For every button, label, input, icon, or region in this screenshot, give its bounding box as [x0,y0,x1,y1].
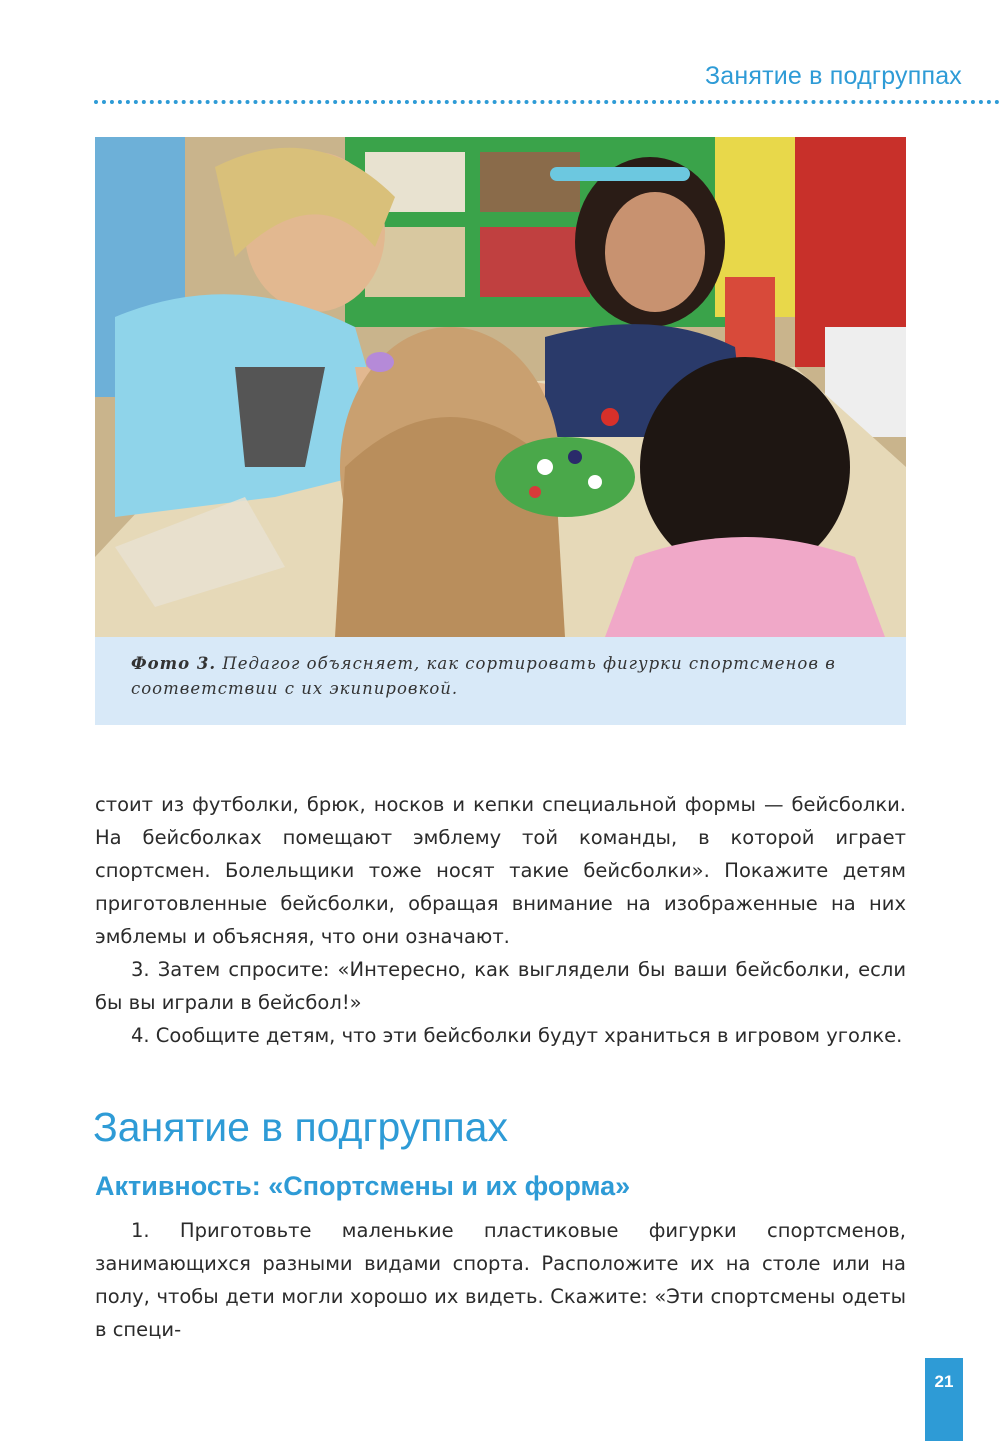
paragraph: стоит из футболки, брюк, носков и кепки специальной формы — бейсболки. На бейсболках помещают эмблему той команды, в которой играет спортсмен. Болельщики тоже носят такие бейсболки». Покажите детям приготовленные бейсболки, обращая внимание на изображенные на них эмблемы и объясняя, что они означают. [95,793,906,948]
paragraph: 4. Сообщите детям, что эти бейсболки будут храниться в игровом уголке. [131,1024,903,1047]
photo-figure [95,137,906,725]
running-head: Занятие в подгруппах [704,62,962,90]
body-text-bottom [95,1214,906,1346]
dotted-rule [94,100,1000,104]
subsection-title: Активность: «Спортсмены и их форма» [95,1171,631,1201]
photo-illustration [95,137,906,637]
paragraph: 1. Приготовьте маленькие пластиковые фигурки спортсменов, занимающихся разными видами спорта. Расположите их на столе или на полу, чтобы дети могли хорошо их видеть. Скажите: «Эти спортсмены одеты в специ- [95,1219,906,1341]
section-title: Занятие в подгруппах [93,1104,508,1150]
paragraph: 3. Затем спросите: «Интересно, как выглядели бы ваши бейсболки, если бы вы играли в бейсбол!» [95,958,906,1014]
classroom-photo [95,137,906,637]
photo-caption [131,651,891,701]
caption-label: Фото 3. [131,654,217,673]
caption-text: Педагог объясняет, как сортировать фигурки спортсменов в соответствии с их экипировкой. [131,654,836,698]
body-text-top [95,788,906,1052]
page-number: 21 [925,1358,963,1441]
